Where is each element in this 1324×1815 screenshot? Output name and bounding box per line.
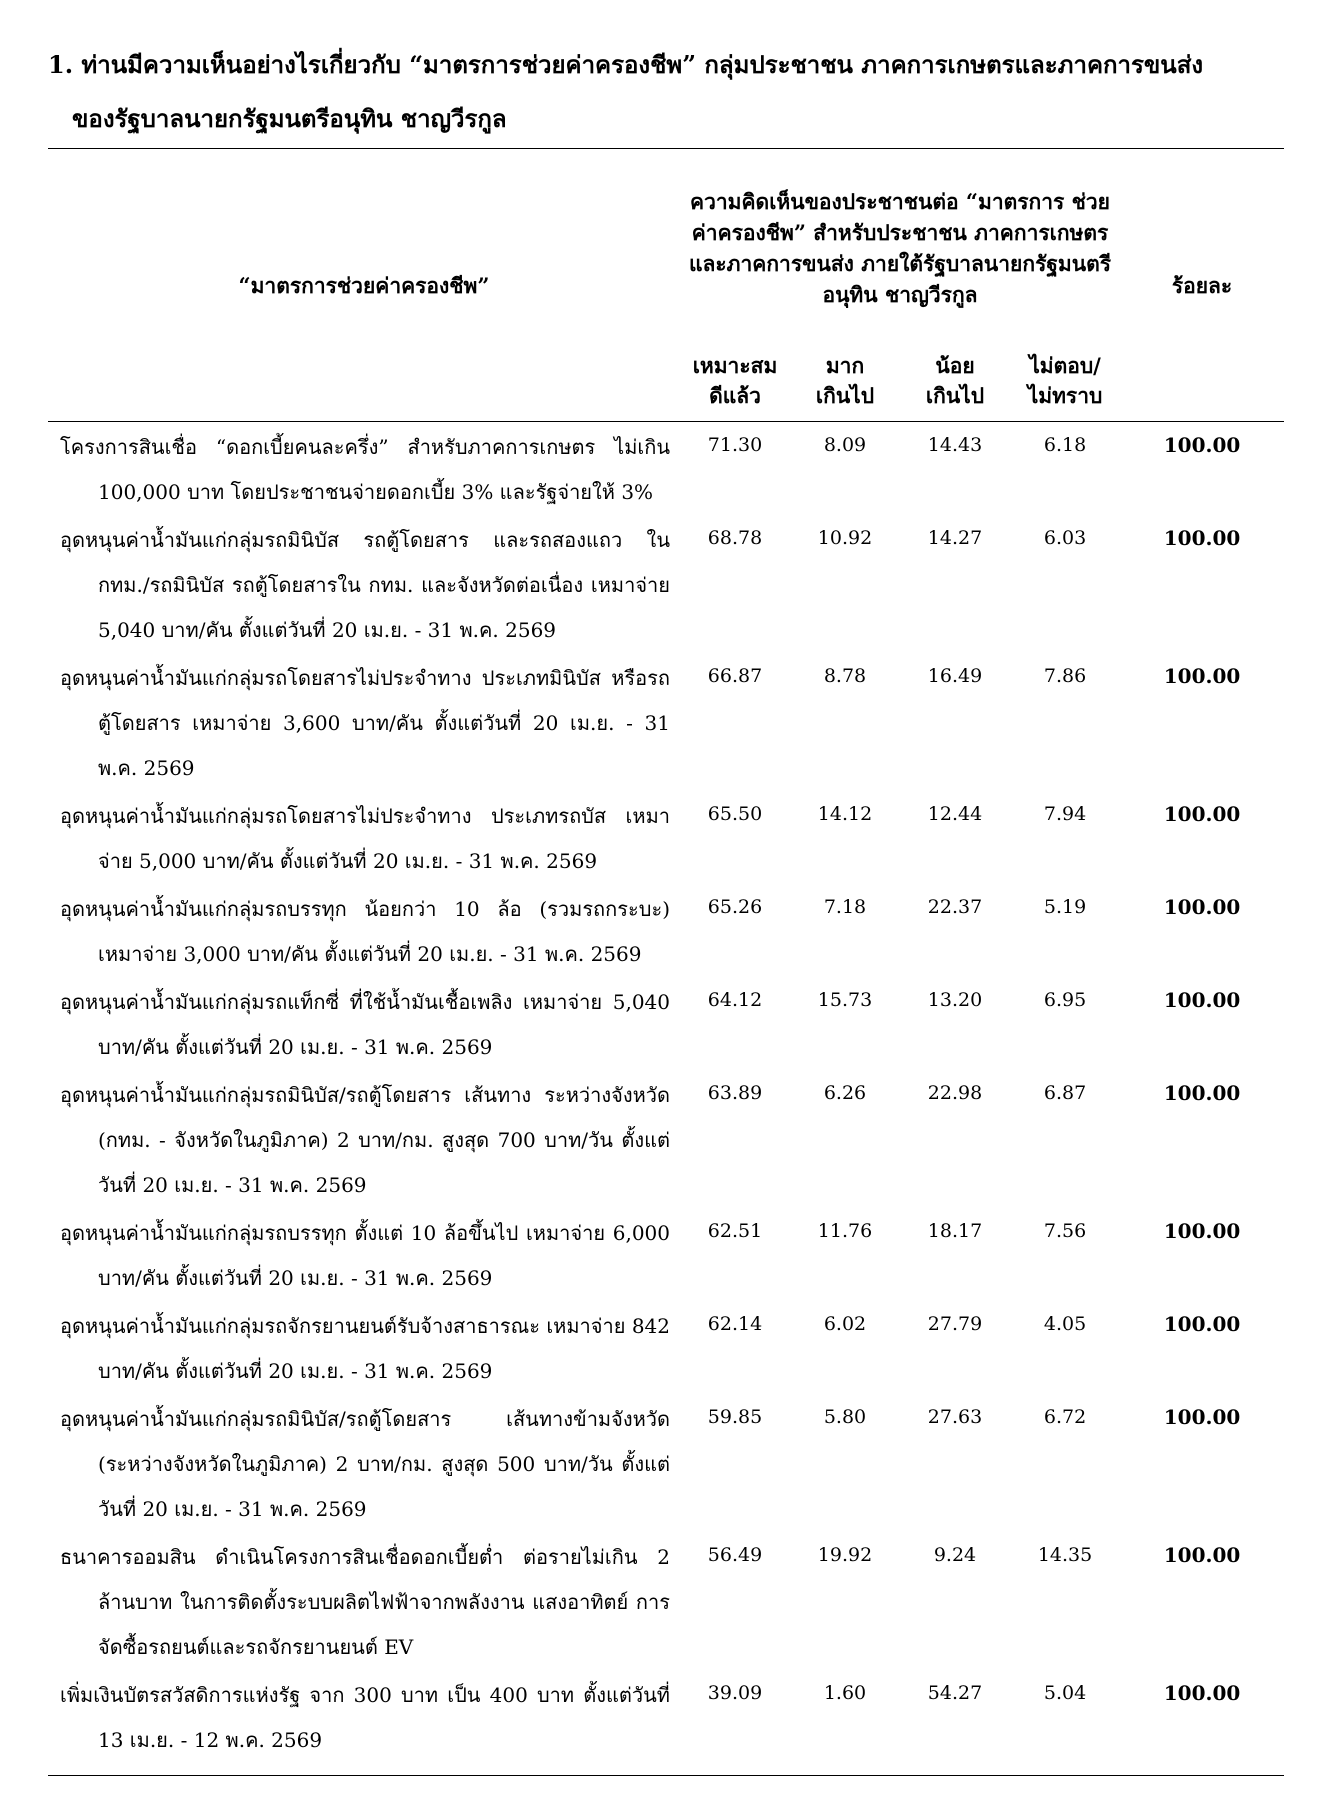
value-total-percent: 100.00	[1163, 1405, 1241, 1429]
value-too-little: 18.17	[927, 1220, 983, 1242]
measure-description: อุดหนุนค่าน้ำมันแก่กลุ่มรถโดยสารไม่ประจำทาง ประเภทรถบัส เหมาจ่าย 5,000 บาท/คัน ตั้งแต่วันที่ 20 เม.ย. - 31 พ.ค. 2569	[60, 804, 670, 873]
value-too-much: 6.02	[823, 1313, 867, 1335]
value-too-much: 6.26	[823, 1082, 867, 1104]
opinion-group-header: ความคิดเห็นของประชาชนต่อ “มาตรการ ช่วยค่าครองชีพ” สำหรับประชาชน ภาคการเกษตรและภาคการขนส่ง ภายใต้รัฐบาลนายกรัฐมนตรีอนุทิน ชาญวีรกูล	[688, 189, 1112, 307]
measure-description: อุดหนุนค่าน้ำมันแก่กลุ่มรถบรรทุก น้อยกว่า 10 ล้อ (รวมรถกระบะ) เหมาจ่าย 3,000 บาท/คัน ตั้งแต่วันที่ 20 เม.ย. - 31 พ.ค. 2569	[60, 897, 670, 966]
value-no-answer: 7.86	[1043, 665, 1087, 687]
value-too-little: 27.63	[927, 1406, 983, 1428]
table-row	[48, 884, 1284, 977]
value-total-percent: 100.00	[1163, 1081, 1241, 1105]
measure-description: อุดหนุนค่าน้ำมันแก่กลุ่มรถมินิบัส รถตู้โดยสาร และรถสองแถว ใน กทม./รถมินิบัส รถตู้โดยสารใน กทม. และจังหวัดต่อเนื่อง เหมาจ่าย 5,040 บาท/คัน ตั้งแต่วันที่ 20 เม.ย. - 31 พ.ค. 2569	[60, 528, 670, 642]
value-too-much: 1.60	[790, 1670, 900, 1776]
value-appropriate: 68.78	[707, 527, 763, 549]
measure-cell	[48, 1070, 680, 1208]
value-appropriate: 71.30	[707, 434, 763, 456]
value-too-little: 22.98	[927, 1082, 983, 1104]
measure-description: อุดหนุนค่าน้ำมันแก่กลุ่มรถแท็กซี่ ที่ใช้น้ำมันเชื้อเพลิง เหมาจ่าย 5,040 บาท/คัน ตั้งแต่วันที่ 20 เม.ย. - 31 พ.ค. 2569	[60, 990, 670, 1059]
table-row	[48, 422, 1284, 516]
measure-description: เพิ่มเงินบัตรสวัสดิการแห่งรัฐ จาก 300 บาท เป็น 400 บาท ตั้งแต่วันที่ 13 เม.ย. - 12 พ.ค. 2569	[60, 1683, 670, 1752]
value-no-answer: 6.72	[1043, 1406, 1087, 1428]
value-appropriate: 39.09	[680, 1670, 790, 1776]
table-row	[48, 515, 1284, 653]
measure-cell	[48, 422, 680, 516]
option-header-appropriate: เหมาะสม ดีแล้ว	[692, 353, 778, 408]
value-total-percent: 100.00	[1163, 526, 1241, 550]
measure-cell	[48, 515, 680, 653]
table-header	[48, 149, 1284, 422]
value-no-answer: 6.95	[1043, 989, 1087, 1011]
value-too-little: 14.43	[927, 434, 983, 456]
table-body	[48, 422, 1284, 1776]
value-too-little: 14.27	[927, 527, 983, 549]
value-too-much: 10.92	[817, 527, 873, 549]
measure-description: อุดหนุนค่าน้ำมันแก่กลุ่มรถบรรทุก ตั้งแต่ 10 ล้อขึ้นไป เหมาจ่าย 6,000 บาท/คัน ตั้งแต่วันที่ 20 เม.ย. - 31 พ.ค. 2569	[60, 1221, 670, 1290]
value-appropriate: 59.85	[707, 1406, 763, 1428]
table-row	[48, 1670, 1284, 1776]
table-row	[48, 791, 1284, 884]
value-too-much: 8.09	[823, 434, 867, 456]
measure-description: อุดหนุนค่าน้ำมันแก่กลุ่มรถมินิบัส/รถตู้โดยสาร เส้นทาง ระหว่างจังหวัด (กทม. - จังหวัดในภูมิภาค) 2 บาท/กม. สูงสุด 700 บาท/วัน ตั้งแต่วันที่ 20 เม.ย. - 31 พ.ค. 2569	[60, 1083, 670, 1197]
value-too-much: 15.73	[817, 989, 873, 1011]
value-too-much: 11.76	[817, 1220, 873, 1242]
value-no-answer: 5.19	[1043, 896, 1087, 918]
measure-description: โครงการสินเชื่อ “ดอกเบี้ยคนละครึ่ง” สำหรับภาคการเกษตร ไม่เกิน 100,000 บาท โดยประชาชนจ่ายดอกเบี้ย 3% และรัฐจ่ายให้ 3%	[60, 435, 670, 504]
percent-column-header: ร้อยละ	[1171, 272, 1233, 298]
value-too-little: 22.37	[927, 896, 983, 918]
value-total-percent: 100.00	[1163, 1312, 1241, 1336]
measure-description: อุดหนุนค่าน้ำมันแก่กลุ่มรถโดยสารไม่ประจำทาง ประเภทมินิบัส หรือรถตู้โดยสาร เหมาจ่าย 3,600 บาท/คัน ตั้งแต่วันที่ 20 เม.ย. - 31 พ.ค. 2569	[60, 666, 670, 780]
value-total-percent: 100.00	[1163, 895, 1241, 919]
option-header-too-little: น้อย เกินไป	[925, 353, 985, 408]
table-row	[48, 1301, 1284, 1394]
measure-cell	[48, 1532, 680, 1670]
value-total-percent: 100.00	[1163, 433, 1241, 457]
survey-results-table	[48, 148, 1284, 1776]
value-no-answer: 6.87	[1043, 1082, 1087, 1104]
table-row	[48, 1394, 1284, 1532]
table-row	[48, 1532, 1284, 1670]
value-too-little: 16.49	[927, 665, 983, 687]
measure-cell	[48, 1670, 680, 1776]
table-row	[48, 653, 1284, 791]
value-total-percent: 100.00	[1163, 664, 1241, 688]
value-too-little: 12.44	[927, 803, 983, 825]
value-too-much: 19.92	[817, 1544, 873, 1566]
question-title-line-2: ของรัฐบาลนายกรัฐมนตรีอนุทิน ชาญวีรกูล	[72, 104, 507, 133]
value-appropriate: 63.89	[707, 1082, 763, 1104]
value-total-percent: 100.00	[1163, 1543, 1241, 1567]
value-appropriate: 64.12	[707, 989, 763, 1011]
measure-cell	[48, 1301, 680, 1394]
value-no-answer: 6.18	[1043, 434, 1087, 456]
table-row	[48, 1070, 1284, 1208]
value-too-much: 14.12	[817, 803, 873, 825]
value-too-little: 54.27	[900, 1670, 1010, 1776]
value-total-percent: 100.00	[1163, 988, 1241, 1012]
value-total-percent: 100.00	[1163, 802, 1241, 826]
measure-column-header: “มาตรการช่วยค่าครองชีพ”	[238, 272, 490, 298]
question-title-line-1: 1. ท่านมีความเห็นอย่างไรเกี่ยวกับ “มาตรการช่วยค่าครองชีพ” กลุ่มประชาชน ภาคการเกษตรและภาคการขนส่ง	[48, 50, 1204, 79]
measure-description: อุดหนุนค่าน้ำมันแก่กลุ่มรถมินิบัส/รถตู้โดยสาร เส้นทางข้ามจังหวัด (ระหว่างจังหวัดในภูมิภาค) 2 บาท/กม. สูงสุด 500 บาท/วัน ตั้งแต่วันที่ 20 เม.ย. - 31 พ.ค. 2569	[60, 1407, 670, 1521]
table-row	[48, 1208, 1284, 1301]
measure-cell	[48, 791, 680, 884]
option-header-no-answer: ไม่ตอบ/ ไม่ทราบ	[1027, 353, 1103, 408]
value-too-much: 7.18	[823, 896, 867, 918]
value-appropriate: 56.49	[707, 1544, 763, 1566]
value-appropriate: 62.51	[707, 1220, 763, 1242]
value-no-answer: 6.03	[1043, 527, 1087, 549]
measure-cell	[48, 653, 680, 791]
measure-description: ธนาคารออมสิน ดำเนินโครงการสินเชื่อดอกเบี้ยต่ำ ต่อรายไม่เกิน 2 ล้านบาท ในการติดตั้งระบบผลิตไฟฟ้าจากพลังงาน แสงอาทิตย์ การจัดซื้อรถยนต์และรถจักรยานยนต์ EV	[60, 1545, 670, 1659]
value-too-little: 27.79	[927, 1313, 983, 1335]
measure-cell	[48, 977, 680, 1070]
measure-cell	[48, 884, 680, 977]
value-total-percent: 100.00	[1163, 1219, 1241, 1243]
value-total-percent: 100.00	[1120, 1670, 1284, 1776]
value-no-answer: 5.04	[1010, 1670, 1120, 1776]
table-row	[48, 977, 1284, 1070]
value-no-answer: 4.05	[1043, 1313, 1087, 1335]
value-appropriate: 65.50	[707, 803, 763, 825]
value-no-answer: 7.94	[1043, 803, 1087, 825]
value-too-much: 5.80	[823, 1406, 867, 1428]
measure-cell	[48, 1208, 680, 1301]
measure-cell	[48, 1394, 680, 1532]
value-no-answer: 14.35	[1037, 1544, 1093, 1566]
value-appropriate: 66.87	[707, 665, 763, 687]
value-appropriate: 65.26	[707, 896, 763, 918]
value-too-much: 8.78	[823, 665, 867, 687]
value-appropriate: 62.14	[707, 1313, 763, 1335]
option-header-too-much: มาก เกินไป	[815, 353, 875, 408]
value-too-little: 13.20	[927, 989, 983, 1011]
measure-description: อุดหนุนค่าน้ำมันแก่กลุ่มรถจักรยานยนต์รับจ้างสาธารณะ เหมาจ่าย 842 บาท/คัน ตั้งแต่วันที่ 20 เม.ย. - 31 พ.ค. 2569	[60, 1314, 670, 1383]
value-too-little: 9.24	[933, 1544, 977, 1566]
value-no-answer: 7.56	[1043, 1220, 1087, 1242]
